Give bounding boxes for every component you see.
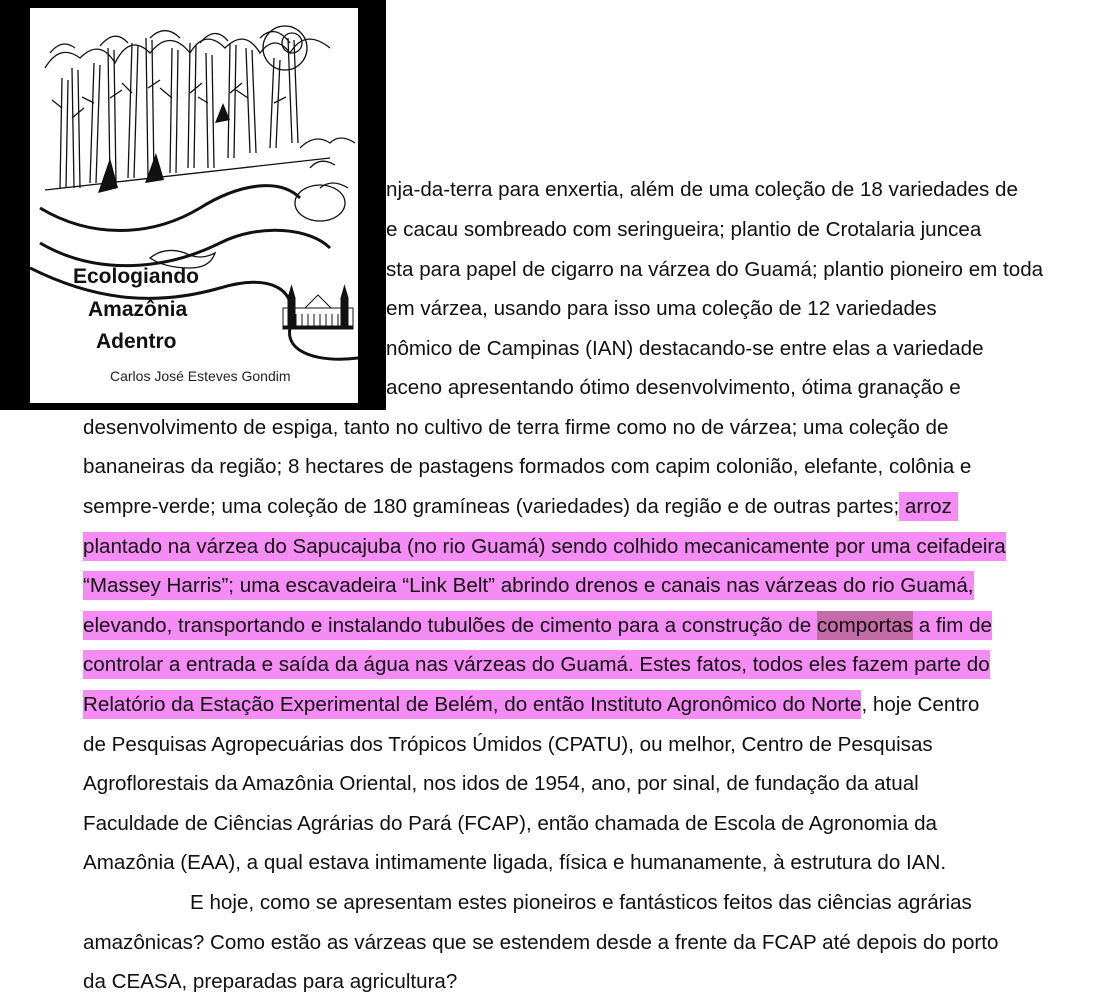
highlight: a fim de [913, 611, 992, 640]
text-line: nja-da-terra para enxertia, além de uma coleção de 18 variedades de [386, 178, 1018, 201]
highlight-strong: comportas [817, 611, 913, 640]
highlight: plantado na várzea do Sapucajuba (no rio Guamá) sendo colhido mecanicamente por uma ceifadeira [83, 532, 1006, 561]
text-line: em várzea, usando para isso uma coleção de 12 variedades [386, 297, 937, 320]
text-line: nômico de Campinas (IAN) destacando-se entre elas a variedade [386, 337, 984, 360]
book-cover-panel [30, 8, 358, 403]
text-line: bananeiras da região; 8 hectares de pastagens formados com capim colonião, elefante, colônia e [83, 455, 972, 478]
highlight: elevando, transportando e instalando tubulões de cimento para a construção de [83, 611, 817, 640]
text-line: e cacau sombreado com seringueira; plantio de Crotalaria juncea [386, 218, 982, 241]
book-cover [0, 0, 386, 410]
text-line: Amazônia (EAA), a qual estava intimamente ligada, física e humanamente, à estrutura do IAN. [83, 851, 947, 874]
text-line: aceno apresentando ótimo desenvolvimento, ótima granação e [386, 376, 961, 399]
highlight: “Massey Harris”; uma escavadeira “Link Belt” abrindo drenos e canais nas várzeas do rio Guamá, [83, 571, 974, 600]
text-line: Faculdade de Ciências Agrárias do Pará (FCAP), então chamada de Escola de Agronomia da [83, 812, 937, 835]
text-line: de Pesquisas Agropecuárias dos Trópicos Úmidos (CPATU), ou melhor, Centro de Pesquisas [83, 733, 933, 756]
highlight: controlar a entrada e saída da água nas várzeas do Guamá. Estes fatos, todos eles fazem parte do [83, 650, 990, 679]
cover-author: Carlos José Esteves Gondim [110, 368, 291, 384]
text-line: desenvolvimento de espiga, tanto no cultivo de terra firme como no de várzea; uma coleção de [83, 416, 949, 439]
text-line: E hoje, como se apresentam estes pioneiros e fantásticos feitos das ciências agrárias [190, 891, 972, 914]
text-line [83, 573, 974, 599]
text-line: sempre-verde; uma coleção de 180 gramíneas (variedades) da região e de outras partes; arroz [83, 494, 958, 520]
cover-title-line1: Ecologiando [73, 265, 199, 288]
cover-title-line2: Amazônia [88, 298, 188, 321]
highlight: arroz [899, 492, 957, 521]
church-icon [283, 286, 353, 329]
text-line: Agroflorestais da Amazônia Oriental, nos idos de 1954, ano, por sinal, de fundação da atual [83, 772, 919, 795]
text-line [83, 613, 992, 639]
text-line [83, 534, 1006, 560]
text-line: amazônicas? Como estão as várzeas que se estendem desde a frente da FCAP até depois do porto [83, 931, 999, 954]
text-line: da CEASA, preparadas para agricultura? [83, 970, 458, 993]
text-line: Relatório da Estação Experimental de Belém, do então Instituto Agronômico do Norte, hoje Centro [83, 692, 979, 718]
text-line [83, 652, 990, 678]
forest-illustration [30, 8, 358, 403]
cover-title-line3: Adentro [96, 330, 177, 353]
highlight: Relatório da Estação Experimental de Belém, do então Instituto Agronômico do Norte [83, 690, 861, 719]
text-line: sta para papel de cigarro na várzea do Guamá; plantio pioneiro em toda [386, 258, 1044, 281]
